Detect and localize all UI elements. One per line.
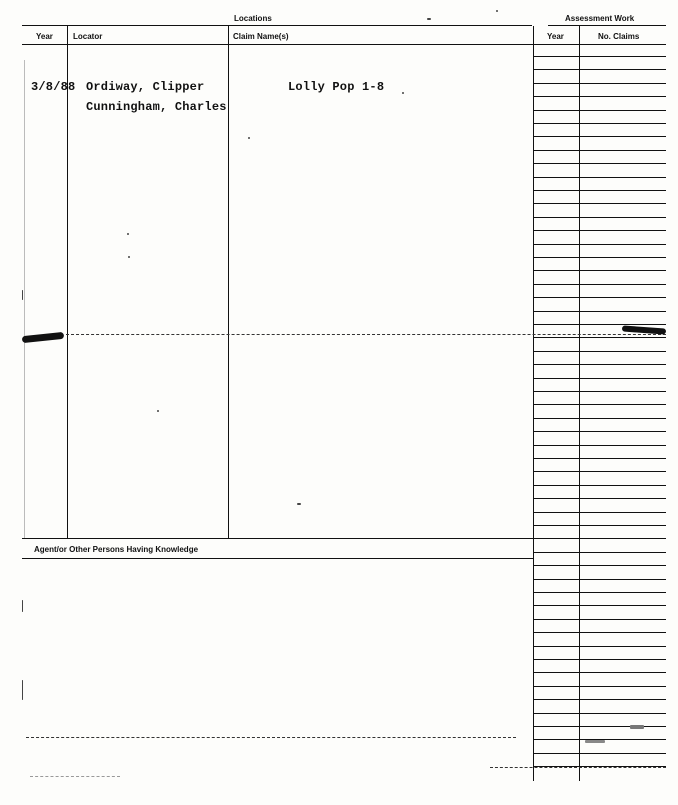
assessment-work-row-line bbox=[534, 659, 666, 660]
scan-speck bbox=[297, 503, 301, 505]
assessment-work-row-line bbox=[534, 311, 666, 312]
aw-no-claims-column-header: No. Claims bbox=[598, 32, 640, 41]
agent-section-label: Agent/or Other Persons Having Knowledge bbox=[34, 545, 199, 554]
assessment-work-row-line bbox=[534, 96, 666, 97]
year-column-header: Year bbox=[36, 32, 53, 41]
assessment-work-row-line bbox=[534, 364, 666, 365]
assessment-work-row-line bbox=[534, 404, 666, 405]
assessment-work-row-line bbox=[534, 56, 666, 57]
assessment-work-row-line bbox=[534, 270, 666, 271]
assessment-work-row-line bbox=[534, 699, 666, 700]
assessment-work-row-line bbox=[534, 203, 666, 204]
assessment-work-row-line bbox=[534, 713, 666, 714]
assessment-work-row-line bbox=[534, 391, 666, 392]
assessment-work-header: Assessment Work bbox=[565, 14, 635, 23]
assessment-work-row-line bbox=[534, 136, 666, 137]
locator-name-2: Cunningham, Charles bbox=[86, 100, 227, 114]
assessment-work-row-line bbox=[534, 177, 666, 178]
assessment-work-row-line bbox=[534, 217, 666, 218]
mid-dashed-separator bbox=[66, 334, 666, 335]
assessment-work-row-line bbox=[534, 110, 666, 111]
scan-speck bbox=[585, 740, 605, 743]
assessment-work-row-line bbox=[534, 297, 666, 298]
assessment-work-row-line bbox=[534, 512, 666, 513]
assessment-work-row-line bbox=[534, 69, 666, 70]
locator-column-header: Locator bbox=[73, 32, 103, 41]
locator-claim-divider bbox=[228, 26, 229, 538]
assessment-work-row-line bbox=[534, 565, 666, 566]
assessment-work-row-line bbox=[534, 592, 666, 593]
agent-label-rule bbox=[22, 558, 534, 559]
assessment-work-row-line bbox=[534, 498, 666, 499]
locations-header: Locations bbox=[234, 14, 272, 23]
year-locator-divider bbox=[67, 26, 68, 538]
assessment-work-row-line bbox=[534, 579, 666, 580]
assessment-work-row-line bbox=[534, 686, 666, 687]
assessment-work-row-line bbox=[534, 337, 666, 338]
assessment-work-row-line bbox=[534, 766, 666, 767]
locator-name-1: Ordiway, Clipper bbox=[86, 80, 205, 94]
assessment-work-row-line bbox=[534, 726, 666, 727]
scan-speck bbox=[128, 256, 130, 258]
assessment-work-row-line bbox=[534, 753, 666, 754]
assessment-work-row-line bbox=[534, 445, 666, 446]
scan-speck bbox=[22, 290, 23, 300]
assessment-work-row-line bbox=[534, 471, 666, 472]
assessment-work-row-line bbox=[534, 605, 666, 606]
scan-speck bbox=[22, 680, 23, 700]
assessment-work-row-line bbox=[534, 190, 666, 191]
left-edge-faint bbox=[24, 60, 25, 538]
assessment-work-row-line bbox=[534, 150, 666, 151]
header-bottom-rule bbox=[22, 44, 666, 45]
assessment-work-row-line bbox=[534, 418, 666, 419]
assessment-work-row-line bbox=[534, 163, 666, 164]
claim-name: Lolly Pop 1-8 bbox=[288, 80, 385, 94]
assessment-work-row-line bbox=[534, 525, 666, 526]
locations-bottom-rule bbox=[22, 538, 534, 539]
scan-speck bbox=[22, 600, 23, 612]
assessment-work-row-line bbox=[534, 324, 666, 325]
assessment-work-row-line bbox=[534, 83, 666, 84]
assessment-work-row-line bbox=[534, 538, 666, 539]
bottom-dashed-rule-2 bbox=[490, 767, 666, 768]
scan-speck bbox=[157, 410, 159, 412]
assessment-work-row-line bbox=[534, 485, 666, 486]
assessment-work-row-line bbox=[534, 123, 666, 124]
top-rule-left bbox=[22, 25, 532, 26]
assessment-work-row-line bbox=[534, 284, 666, 285]
scan-speck bbox=[496, 10, 498, 12]
scan-speck bbox=[402, 92, 404, 94]
scan-speck bbox=[248, 137, 250, 139]
bottom-dashed-rule-1 bbox=[26, 737, 516, 738]
assessment-work-row-line bbox=[534, 431, 666, 432]
scan-speck bbox=[427, 18, 431, 20]
assessment-work-row-line bbox=[534, 552, 666, 553]
aw-year-column-header: Year bbox=[547, 32, 564, 41]
assessment-work-row-line bbox=[534, 230, 666, 231]
assessment-work-row-line bbox=[534, 619, 666, 620]
assessment-work-row-line bbox=[534, 378, 666, 379]
scan-speck bbox=[127, 233, 129, 235]
scan-speck bbox=[630, 725, 644, 729]
top-rule-right bbox=[548, 25, 666, 26]
bottom-dashed-rule-3 bbox=[30, 776, 120, 777]
location-date: 3/8/88 bbox=[31, 80, 76, 94]
assessment-work-row-line bbox=[534, 646, 666, 647]
assessment-work-row-line bbox=[534, 257, 666, 258]
left-ink-smear bbox=[22, 332, 65, 343]
assessment-work-row-line bbox=[534, 672, 666, 673]
assessment-work-row-line bbox=[534, 351, 666, 352]
assessment-work-row-line bbox=[534, 244, 666, 245]
assessment-work-row-line bbox=[534, 458, 666, 459]
claim-names-column-header: Claim Name(s) bbox=[233, 32, 289, 41]
assessment-work-row-line bbox=[534, 632, 666, 633]
